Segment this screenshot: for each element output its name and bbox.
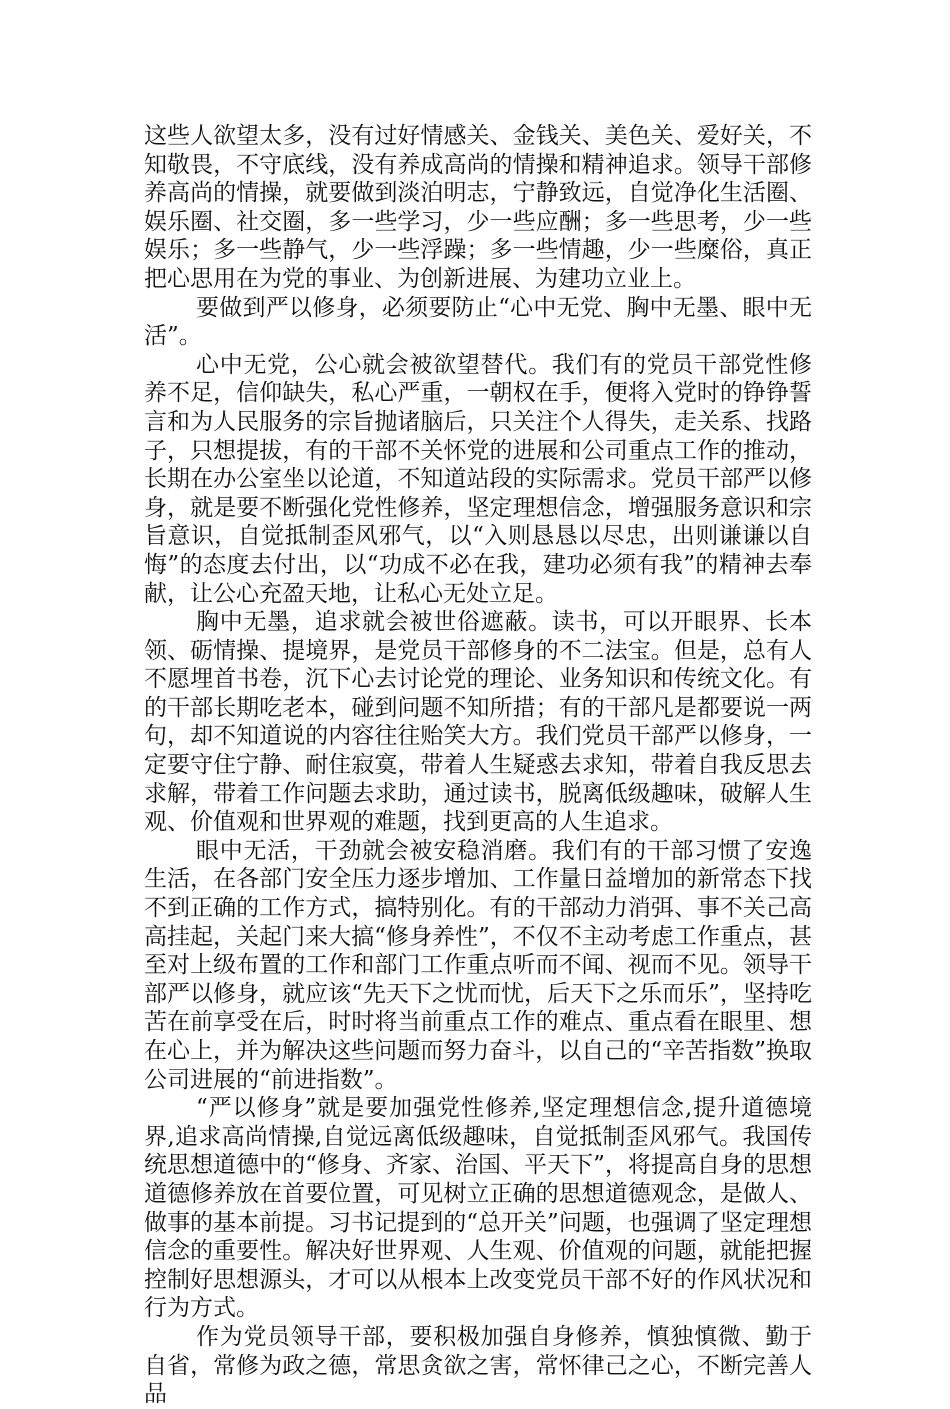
paragraph-4: 胸中无墨，追求就会被世俗遮蔽。读书，可以开眼界、长本领、砺情操、提境界，是党员干部修身的不二法宝。但是，总有人不愿埋首书卷，沉下心去讨论党的理论、业务知识和传统文化。有的干部长期吃老本，碰到问题不知所措；有的干部凡是都要说一两句，却不知道说的内容往往贻笑大方。我们党员干部严以修身，一定要守住宁静、耐住寂寞，带着人生疑惑去求知，带着自我反思去求解，带着工作问题去求助，通过读书，脱离低级趣味，破解人生观、价值观和世界观的难题，找到更高的人生追求。 xyxy=(144,609,812,836)
paragraph-1: 这些人欲望太多，没有过好情感关、金钱关、美色关、爱好关，不知敬畏，不守底线，没有养成高尚的情操和精神追求。领导干部修养高尚的情操，就要做到淡泊明志，宁静致远，自觉净化生活圈、娱乐圈、社交圈，多一些学习，少一些应酬；多一些思考，少一些娱乐；多一些静气，少一些浮躁；多一些情趣，少一些糜俗，真正把心思用在为党的事业、为创新进展、为建功立业上。 xyxy=(144,123,812,292)
paragraph-2: 要做到严以修身，必须要防止“心中无党、胸中无墨、眼中无活”。 xyxy=(144,294,812,350)
body-text xyxy=(144,122,812,1409)
paragraph-7: 作为党员领导干部，要积极加强自身修养，慎独慎微、勤于自省，常修为政之德，常思贪欲之害，常怀律己之心，不断完善人品 xyxy=(144,1323,812,1408)
paragraph-5: 眼中无活，干劲就会被安稳消磨。我们有的干部习惯了安逸生活，在各部门安全压力逐步增加、工作量日益增加的新常态下找不到正确的工作方式，搞特别化。有的干部动力消弭、事不关己高高挂起，关起门来大搞“修身养性”，不仅不主动考虑工作重点，甚至对上级布置的工作和部门工作重点听而不闻、视而不见。领导干部严以修身，就应该“先天下之忧而忧，后天下之乐而乐”，坚持吃苦在前享受在后，时时将当前重点工作的难点、重点看在眼里、想在心上，并为解决这些问题而努力奋斗，以自己的“辛苦指数”换取公司进展的“前进指数”。 xyxy=(144,837,812,1093)
paragraph-3: 心中无党，公心就会被欲望替代。我们有的党员干部党性修养不足，信仰缺失，私心严重，一朝权在手，便将入党时的铮铮誓言和为人民服务的宗旨抛诸脑后，只关注个人得失，走关系、找路子，只想提拔，有的干部不关怀党的进展和公司重点工作的推动，长期在办公室坐以论道，不知道站段的实际需求。党员干部严以修身，就是要不断强化党性修养，坚定理想信念，增强服务意识和宗旨意识，自觉抵制歪风邪气，以“入则恳恳以尽忠，出则谦谦以自悔”的态度去付出，以“功成不必在我，建功必须有我”的精神去奉献，让公心充盈天地，让私心无处立足。 xyxy=(144,351,812,607)
paragraph-6: “严以修身”就是要加强党性修养,坚定理想信念,提升道德境界,追求高尚情操,自觉远离低级趣味，自觉抵制歪风邪气。我国传统思想道德中的“修身、齐家、治国、平天下”，将提高自身的思想道德修养放在首要位置，可见树立正确的思想道德观念，是做人、做事的基本前提。习书记提到的“总开关”问题，也强调了坚定理想信念的重要性。解决好世界观、人生观、价值观的问题，就能把握控制好思想源头，才可以从根本上改变党员干部不好的作风状况和行为方式。 xyxy=(144,1095,812,1322)
